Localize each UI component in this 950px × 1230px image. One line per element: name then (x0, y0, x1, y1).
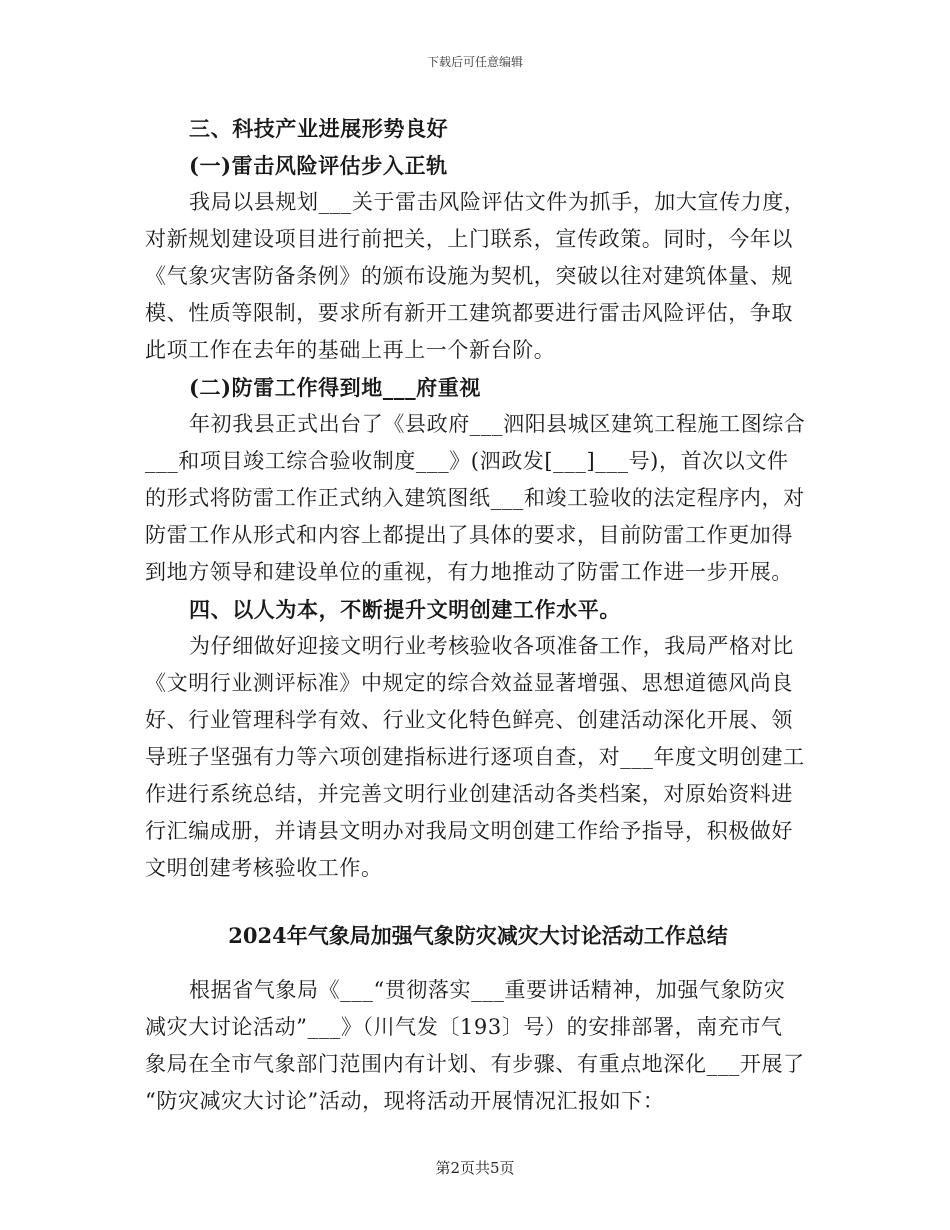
paragraph-line: 好、行业管理科学有效、行业文化特色鲜亮、创建活动深化开展、领 (145, 708, 793, 732)
paragraph-line: 为仔细做好迎接文明行业考核验收各项准备工作，我局严格对比 (189, 634, 794, 658)
paragraph-line: 防雷工作从形式和内容上都提出了具体的要求，目前防雷工作更加得 (145, 523, 793, 547)
page-number: 第2页共5页 (435, 1159, 515, 1177)
paragraph-line: 文明创建考核验收工作。 (145, 856, 383, 880)
paragraph-line: 象局在全市气象部门范围内有计划、有步骤、有重点地深化___开展了 (145, 1052, 805, 1076)
paragraph-line: 我局以县规划___关于雷击风险评估文件为抓手，加大宣传力度， (189, 190, 806, 214)
paragraph-line: 到地方领导和建设单位的重视，有力地推动了防雷工作进一步开展。 (145, 560, 793, 584)
document-body (145, 110, 811, 1120)
paragraph-line: ___和项目竣工综合验收制度___》(泗政发[___]___号)，首次以文件 (145, 449, 789, 473)
subheading-lightning-risk: (一)雷击风险评估步入正轨 (189, 153, 448, 178)
paragraph-line: 模、性质等限制，要求所有新开工建筑都要进行雷击风险评估，争取 (145, 301, 793, 325)
paragraph-line: “防灾减灾大讨论”活动，现将活动开展情况汇报如下： (145, 1089, 665, 1113)
document-title: 2024年气象局加强气象防灾减灾大讨论活动工作总结 (228, 923, 728, 948)
paragraph-line: 根据省气象局《___“贯彻落实___重要讲话精神，加强气象防灾 (189, 978, 786, 1002)
section-heading-4: 四、以人为本，不断提升文明创建工作水平。 (189, 597, 621, 622)
paragraph-line: 导班子坚强有力等六项创建指标进行逐项自查，对___年度文明创建工 (145, 745, 805, 769)
section-heading-3: 三、科技产业进展形势良好 (189, 116, 449, 141)
paragraph-line: 减灾大讨论活动”___》（川气发〔193〕号）的安排部署，南充市气 (145, 1015, 783, 1039)
paragraph-line: 的形式将防雷工作正式纳入建筑图纸___和竣工验收的法定程序内，对 (145, 486, 805, 510)
subheading-lightning-protection: (二)防雷工作得到地___府重视 (189, 375, 481, 400)
paragraph-line: 行汇编成册，并请县文明办对我局文明创建工作给予指导，积极做好 (145, 819, 793, 843)
paragraph-line: 对新规划建设项目进行前把关，上门联系，宣传政策。同时，今年以 (145, 227, 793, 251)
paragraph-line: 年初我县正式出台了《县政府___泗阳县城区建筑工程施工图综合 (189, 412, 806, 436)
header-note: 下载后可任意编辑 (426, 55, 523, 69)
paragraph-line: 《气象灾害防备条例》的颁布设施为契机，突破以往对建筑体量、规 (145, 264, 793, 288)
paragraph-line: 此项工作在去年的基础上再上一个新台阶。 (145, 338, 556, 362)
paragraph-line: 作进行系统总结，并完善文明行业创建活动各类档案，对原始资料进 (145, 782, 793, 806)
paragraph-line: 《文明行业测评标准》中规定的综合效益显著增强、思想道德风尚良 (145, 671, 793, 695)
